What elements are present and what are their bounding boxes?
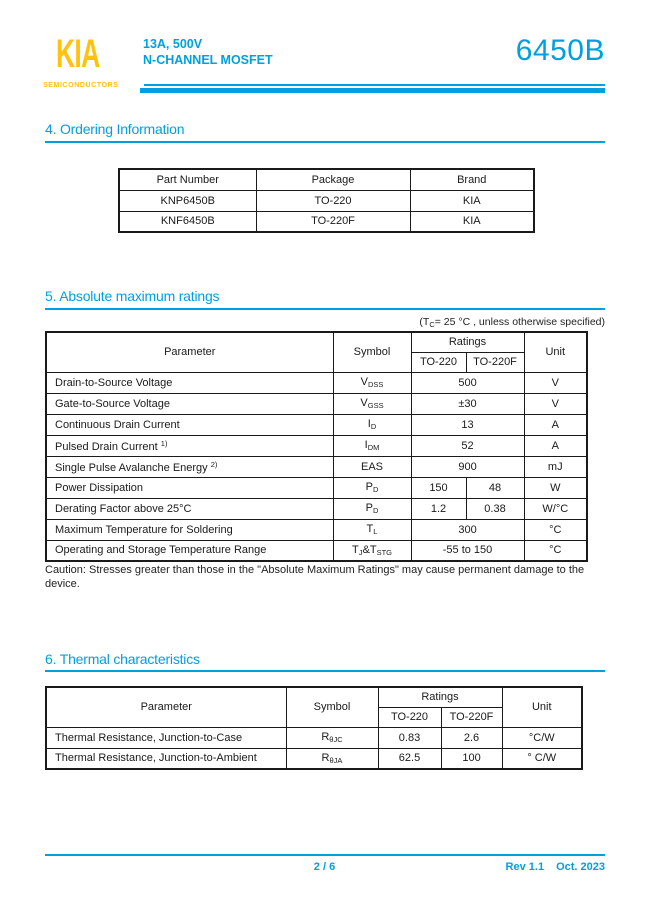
rating-to220f-cell: 0.38 bbox=[466, 498, 524, 519]
parameter-cell: Drain-to-Source Voltage bbox=[46, 372, 333, 393]
parameter-cell: Thermal Resistance, Junction-to-Ambient bbox=[46, 748, 286, 769]
part-number-cell: KNF6450B bbox=[119, 211, 256, 232]
col-header-part-number: Part Number bbox=[119, 169, 256, 190]
table-row bbox=[46, 414, 587, 435]
brand-cell: KIA bbox=[410, 190, 534, 211]
rating-cell: -55 to 150 bbox=[411, 540, 524, 561]
revision-label: Rev 1.1 bbox=[505, 861, 545, 873]
brand-cell: KIA bbox=[410, 211, 534, 232]
unit-cell: °C bbox=[524, 519, 587, 540]
symbol-cell: $P_D$ bbox=[333, 477, 411, 498]
device-type-line: N-CHANNEL MOSFET bbox=[143, 53, 273, 67]
symbol-cell: $T_L$ bbox=[333, 519, 411, 540]
revision-date: Oct. 2023 bbox=[556, 861, 605, 873]
rating-cell: 900 bbox=[411, 456, 524, 477]
table-row bbox=[46, 727, 582, 748]
col-header-package: Package bbox=[256, 169, 410, 190]
rating-to220-cell: 150 bbox=[411, 477, 466, 498]
device-description bbox=[143, 36, 273, 68]
rating-cell: 52 bbox=[411, 435, 524, 456]
table-row bbox=[119, 211, 534, 232]
rating-to220-cell: 0.83 bbox=[378, 727, 441, 748]
unit-cell: W/°C bbox=[524, 498, 587, 519]
col-header-to220: TO-220 bbox=[378, 707, 441, 727]
col-header-parameter: Parameter bbox=[46, 687, 286, 727]
brand-subtitle: SEMICONDUCTORS bbox=[43, 82, 119, 89]
symbol-cell: $I_D$ bbox=[333, 414, 411, 435]
ordering-table bbox=[118, 168, 535, 233]
rating-cell: ±30 bbox=[411, 393, 524, 414]
col-header-parameter: Parameter bbox=[46, 332, 333, 372]
symbol-cell: $T_J\&T_{STG}$ bbox=[333, 540, 411, 561]
table-row bbox=[46, 393, 587, 414]
section-rule-ordering bbox=[45, 141, 605, 143]
thermal-table bbox=[45, 686, 583, 770]
section-rule-abs-max bbox=[45, 308, 605, 310]
table-header-row bbox=[119, 169, 534, 190]
parameter-cell: Pulsed Drain Current $^{1)}$ bbox=[46, 435, 333, 456]
col-header-symbol: Symbol bbox=[286, 687, 378, 727]
unit-cell: A bbox=[524, 414, 587, 435]
parameter-cell: Gate-to-Source Voltage bbox=[46, 393, 333, 414]
symbol-cell: $I_{DM}$ bbox=[333, 435, 411, 456]
symbol-cell: $R_{\theta JC}$ bbox=[286, 727, 378, 748]
table-row bbox=[119, 190, 534, 211]
unit-cell: W bbox=[524, 477, 587, 498]
section-title-thermal: 6. Thermal characteristics bbox=[45, 651, 200, 667]
header-rule-thin bbox=[144, 84, 605, 86]
rating-to220f-cell: 2.6 bbox=[441, 727, 502, 748]
unit-cell: °C/W bbox=[502, 727, 582, 748]
unit-cell: ° C/W bbox=[502, 748, 582, 769]
parameter-cell: Continuous Drain Current bbox=[46, 414, 333, 435]
unit-cell: °C bbox=[524, 540, 587, 561]
revision-info bbox=[506, 861, 605, 873]
col-header-to220f: TO-220F bbox=[466, 352, 524, 372]
parameter-cell: Derating Factor above 25°C bbox=[46, 498, 333, 519]
parameter-cell: Power Dissipation bbox=[46, 477, 333, 498]
rating-to220f-cell: 100 bbox=[441, 748, 502, 769]
part-number-cell: KNP6450B bbox=[119, 190, 256, 211]
table-row bbox=[46, 456, 587, 477]
unit-cell: mJ bbox=[524, 456, 587, 477]
unit-cell: A bbox=[524, 435, 587, 456]
rating-cell: 300 bbox=[411, 519, 524, 540]
package-cell: TO-220 bbox=[256, 190, 410, 211]
symbol-cell: EAS bbox=[333, 456, 411, 477]
parameter-cell: Thermal Resistance, Junction-to-Case bbox=[46, 727, 286, 748]
table-row bbox=[46, 519, 587, 540]
table-row bbox=[46, 435, 587, 456]
col-header-to220f: TO-220F bbox=[441, 707, 502, 727]
section-rule-thermal bbox=[45, 670, 605, 672]
header-rule-thick bbox=[140, 88, 605, 93]
col-header-unit: Unit bbox=[524, 332, 587, 372]
part-number-title: 6450B bbox=[515, 34, 605, 67]
table-row bbox=[46, 477, 587, 498]
col-header-symbol: Symbol bbox=[333, 332, 411, 372]
condition-note: ($T_C= 25$ °C , unless otherwise specified) bbox=[419, 316, 605, 329]
footer-rule bbox=[45, 854, 605, 856]
section-title-abs-max: 5. Absolute maximum ratings bbox=[45, 288, 220, 304]
caution-note: Caution: Stresses greater than those in the "Absolute Maximum Ratings" may cause permanent damage to the device. bbox=[45, 564, 585, 590]
parameter-cell: Operating and Storage Temperature Range bbox=[46, 540, 333, 561]
table-row bbox=[46, 498, 587, 519]
table-row bbox=[46, 372, 587, 393]
rating-to220-cell: 62.5 bbox=[378, 748, 441, 769]
rating-to220f-cell: 48 bbox=[466, 477, 524, 498]
abs-max-table bbox=[45, 331, 588, 562]
package-cell: TO-220F bbox=[256, 211, 410, 232]
table-row bbox=[46, 748, 582, 769]
table-row bbox=[46, 540, 587, 561]
symbol-cell: $V_{DSS}$ bbox=[333, 372, 411, 393]
table-header-row bbox=[46, 332, 587, 352]
unit-cell: V bbox=[524, 393, 587, 414]
col-header-unit: Unit bbox=[502, 687, 582, 727]
rating-cell: 13 bbox=[411, 414, 524, 435]
symbol-cell: $P_D$ bbox=[333, 498, 411, 519]
col-header-ratings: Ratings bbox=[378, 687, 502, 707]
rating-to220-cell: 1.2 bbox=[411, 498, 466, 519]
device-spec-line: 13A, 500V bbox=[143, 37, 203, 51]
page-indicator: 2 / 6 bbox=[313, 861, 336, 873]
table-header-row bbox=[46, 687, 582, 707]
col-header-to220: TO-220 bbox=[411, 352, 466, 372]
unit-cell: V bbox=[524, 372, 587, 393]
col-header-brand: Brand bbox=[410, 169, 534, 190]
section-title-ordering: 4. Ordering Information bbox=[45, 121, 185, 137]
kia-logo: KIA bbox=[56, 32, 100, 76]
parameter-cell: Single Pulse Avalanche Energy $^{2)}$ bbox=[46, 456, 333, 477]
rating-cell: 500 bbox=[411, 372, 524, 393]
symbol-cell: $V_{GSS}$ bbox=[333, 393, 411, 414]
col-header-ratings: Ratings bbox=[411, 332, 524, 352]
parameter-cell: Maximum Temperature for Soldering bbox=[46, 519, 333, 540]
symbol-cell: $R_{\theta JA}$ bbox=[286, 748, 378, 769]
